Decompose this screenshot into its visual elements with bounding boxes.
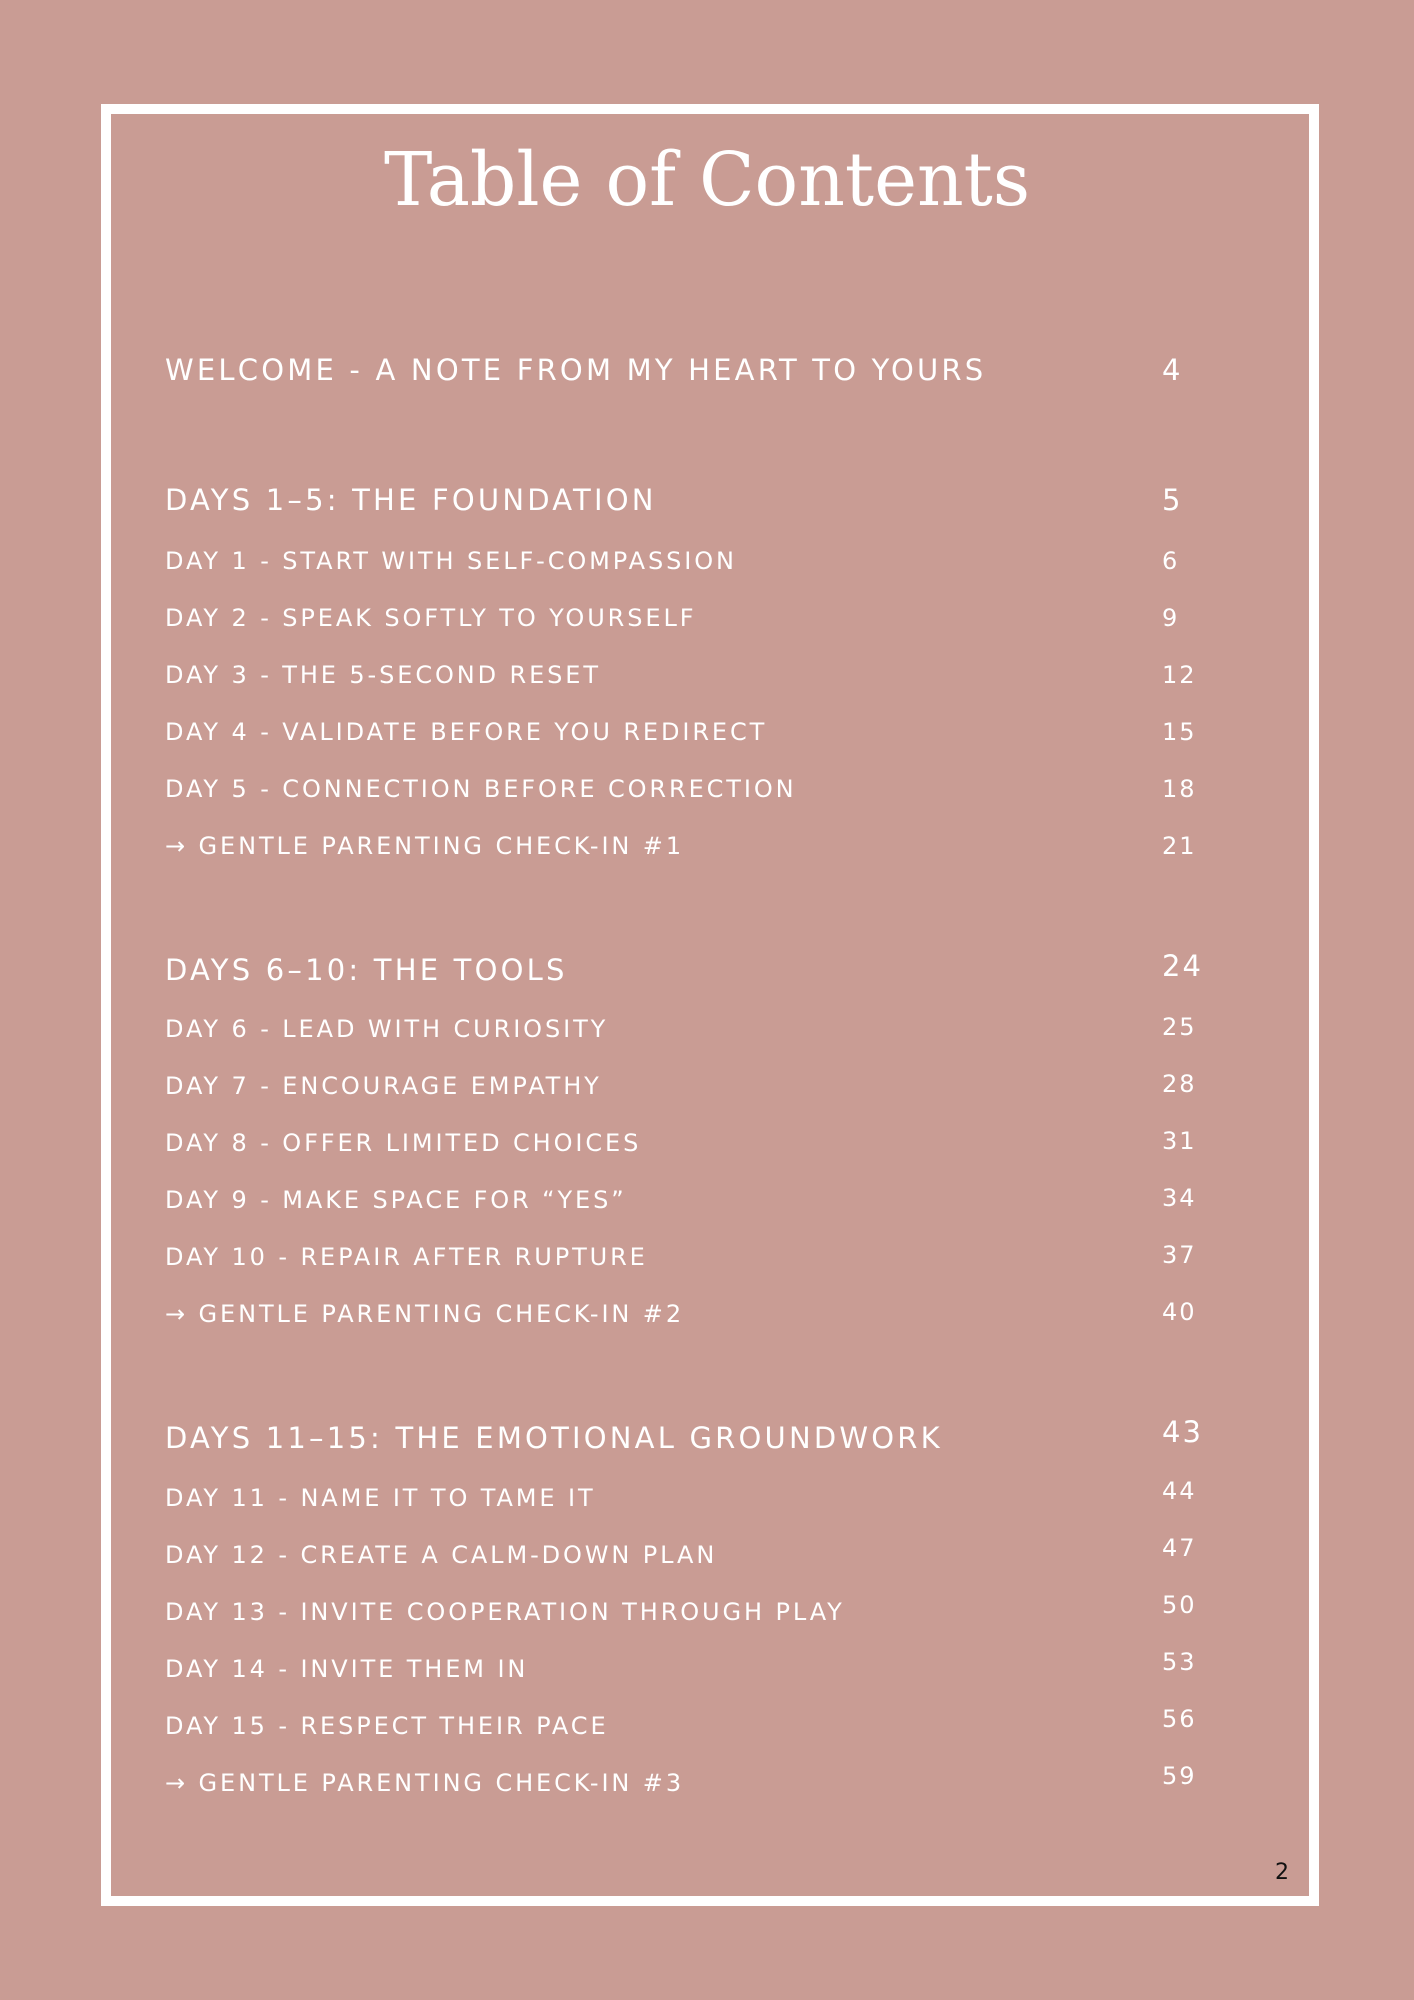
toc-entry[interactable] — [165, 1649, 1225, 1689]
toc-entry-page: 34 — [1162, 1184, 1197, 1212]
toc-entry-page: 6 — [1162, 547, 1180, 575]
toc-entry-page: 40 — [1162, 1298, 1197, 1326]
toc-entry-page: 21 — [1162, 832, 1197, 860]
toc-entry-label: DAY 7 - ENCOURAGE EMPATHY — [165, 1072, 602, 1100]
toc-entry[interactable] — [165, 598, 1225, 638]
toc-entry-page: 25 — [1162, 1013, 1197, 1041]
toc-entry-label: DAY 2 - SPEAK SOFTLY TO YOURSELF — [165, 604, 697, 632]
toc-section-header[interactable] — [165, 1415, 1225, 1458]
toc-entry[interactable] — [165, 1535, 1225, 1575]
toc-section-label: DAYS 1–5: THE FOUNDATION — [165, 483, 657, 517]
toc-section-page: 5 — [1162, 483, 1183, 517]
toc-entry-label: DAY 11 - NAME IT TO TAME IT — [165, 1484, 596, 1512]
toc-entry[interactable] — [165, 1592, 1225, 1632]
toc-entry-label: → GENTLE PARENTING CHECK-IN #1 — [165, 832, 684, 860]
toc-entry-page: 47 — [1162, 1534, 1197, 1562]
toc-entry[interactable] — [165, 1706, 1225, 1746]
toc-entry-label: → GENTLE PARENTING CHECK-IN #3 — [165, 1769, 684, 1797]
toc-entry-check-in[interactable] — [165, 826, 1225, 866]
toc-entry-page: 31 — [1162, 1127, 1197, 1155]
toc-section-page: 24 — [1162, 949, 1203, 983]
toc-entry-page: 44 — [1162, 1477, 1197, 1505]
toc-section-label: DAYS 6–10: THE TOOLS — [165, 953, 568, 987]
toc-entry-page: 4 — [1162, 353, 1183, 387]
toc-entry-label: DAY 5 - CONNECTION BEFORE CORRECTION — [165, 775, 797, 803]
toc-entry-label: DAY 3 - THE 5-SECOND RESET — [165, 661, 601, 689]
toc-entry-page: 59 — [1162, 1762, 1197, 1790]
toc-section-header[interactable] — [165, 480, 1225, 520]
toc-entry-page: 50 — [1162, 1591, 1197, 1619]
toc-entry-label: WELCOME - A NOTE FROM MY HEART TO YOURS — [165, 353, 987, 387]
toc-entry[interactable] — [165, 1066, 1225, 1106]
toc-entry-label: DAY 6 - LEAD WITH CURIOSITY — [165, 1015, 609, 1043]
toc-entry[interactable] — [165, 655, 1225, 695]
toc-entry[interactable] — [165, 1123, 1225, 1163]
toc-entry[interactable] — [165, 1009, 1225, 1049]
toc-entry-label: DAY 12 - CREATE A CALM-DOWN PLAN — [165, 1541, 718, 1569]
toc-entry-page: 15 — [1162, 718, 1197, 746]
toc-section-page: 43 — [1162, 1415, 1203, 1449]
toc-entry-page: 12 — [1162, 661, 1197, 689]
toc-entry[interactable] — [165, 1180, 1225, 1220]
toc-entry-page: 28 — [1162, 1070, 1197, 1098]
toc-entry-label: DAY 8 - OFFER LIMITED CHOICES — [165, 1129, 642, 1157]
toc-entry[interactable] — [165, 769, 1225, 809]
toc-entry[interactable] — [165, 1478, 1225, 1518]
toc-entry-welcome[interactable] — [165, 350, 1225, 390]
toc-entry[interactable] — [165, 541, 1225, 581]
toc-entry[interactable] — [165, 1237, 1225, 1277]
toc-entry-page: 53 — [1162, 1648, 1197, 1676]
toc-section-header[interactable] — [165, 950, 1225, 990]
toc-entry-page: 9 — [1162, 604, 1180, 632]
toc-entry-label: DAY 15 - RESPECT THEIR PACE — [165, 1712, 609, 1740]
toc-section-label: DAYS 11–15: THE EMOTIONAL GROUNDWORK — [165, 1421, 943, 1455]
toc-entry-label: → GENTLE PARENTING CHECK-IN #2 — [165, 1300, 684, 1328]
toc-entry-label: DAY 10 - REPAIR AFTER RUPTURE — [165, 1243, 648, 1271]
toc-entry[interactable] — [165, 712, 1225, 752]
toc-entry-label: DAY 4 - VALIDATE BEFORE YOU REDIRECT — [165, 718, 768, 746]
toc-entry-label: DAY 9 - MAKE SPACE FOR “YES” — [165, 1186, 627, 1214]
toc-entry-page: 56 — [1162, 1705, 1197, 1733]
toc-entry-check-in[interactable] — [165, 1294, 1225, 1334]
toc-entry-check-in[interactable] — [165, 1763, 1225, 1803]
toc-entry-label: DAY 13 - INVITE COOPERATION THROUGH PLAY — [165, 1598, 845, 1626]
toc-entry-label: DAY 14 - INVITE THEM IN — [165, 1655, 529, 1683]
toc-entry-page: 18 — [1162, 775, 1197, 803]
toc-entry-label: DAY 1 - START WITH SELF-COMPASSION — [165, 547, 737, 575]
page-number: 2 — [1275, 1860, 1289, 1885]
page-title: Table of Contents — [383, 137, 1031, 223]
toc-entry-page: 37 — [1162, 1241, 1197, 1269]
